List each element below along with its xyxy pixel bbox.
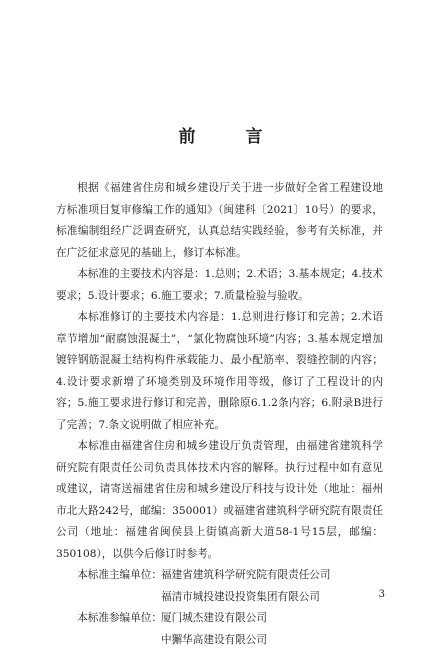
paragraph-revision-content: 本标准修订的主要技术内容是：1.总则进行修订和完善；2.术语章节增加“耐腐蚀混凝土”，“氯化物腐蚀环境”内容；3.基本规定增加镀锌钢筋混凝土结构构件承载能力、最小配筋率、裂缝控制的内容；4.设计要求新增了环境类别及环境作用等级，修订了工程设计的内容；5.施工要求进行修订和完善，删除原6.1.2条内容；6.附录B进行了完善；7.条文说明做了相应补充。	[56, 307, 383, 436]
page-title: 前 言	[0, 122, 441, 147]
preface-body	[56, 178, 383, 651]
paragraph-basis: 根据《福建省住房和城乡建设厅关于进一步做好全省工程建设地方标准项目复审修编工作的通知》（闽建科〔2021〕10号）的要求，标准编制组经广泛调查研究，认真总结实践经验，参考有关标准，并在广泛征求意见的基础上，修订本标准。	[56, 178, 383, 264]
chief-editor-unit: 福建省建筑科学研究院有限责任公司	[161, 565, 383, 587]
paragraph-main-content: 本标准的主要技术内容是：1.总则；2.术语；3.基本规定；4.技术要求；5.设计要求；6.施工要求；7.质量检验与验收。	[56, 264, 383, 307]
participants-block	[56, 608, 383, 651]
participants-label: 本标准参编单位：	[56, 608, 161, 651]
chief-editor-unit: 福清市城投建设投资集团有限公司	[161, 587, 383, 609]
paragraph-management: 本标准由福建省住房和城乡建设厅负责管理，由福建省建筑科学研究院有限责任公司负责具体技术内容的解释。执行过程中如有意见或建议，请寄送福建省住房和城乡建设厅科技与设计处（地址：福州市北大路242号，邮编：350001）或福建省建筑科学研究院有限责任公司（地址：福建省闽侯县上街镇高新大道58-1号15层，邮编：350108），以供今后修订时参考。	[56, 436, 383, 565]
page-number: 3	[379, 589, 385, 600]
chief-editor-block	[56, 565, 383, 608]
participant-unit: 厦门城杰建设有限公司	[161, 608, 383, 630]
participant-unit: 中獬华高建设有限公司	[161, 630, 383, 651]
chief-editor-label: 本标准主编单位：	[56, 565, 161, 608]
